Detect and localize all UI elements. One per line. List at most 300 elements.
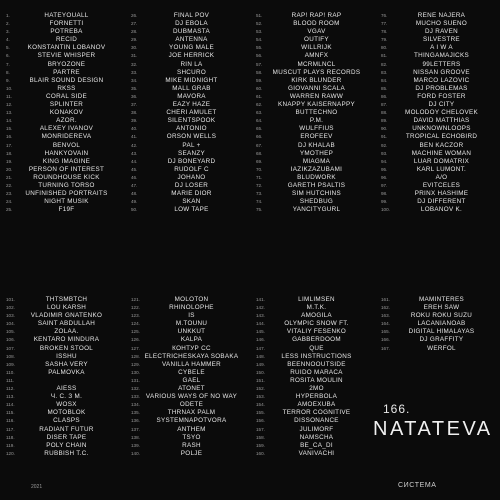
item-name: DIGITAL HIMALAYAS [408, 328, 475, 336]
list-item [375, 125, 500, 133]
item-number: 40. [131, 126, 138, 132]
footer-year: 2021 [31, 484, 43, 490]
list-item [250, 166, 375, 174]
item-name: DISSONANCE [294, 417, 339, 425]
item-name: KENTARO MINDURA [33, 336, 100, 344]
item-name: BLOOD ROOM [293, 20, 340, 28]
item-name: P.M. [309, 117, 324, 125]
item-name: DJ KHALAB [298, 141, 335, 149]
list-item [375, 312, 500, 320]
item-number: 18. [6, 150, 13, 156]
item-number: 20. [6, 166, 13, 172]
item-number: 75. [256, 207, 263, 213]
item-name: TERROR COGNITIVE [282, 409, 351, 417]
list-item [375, 93, 500, 101]
item-number: 164. [381, 321, 390, 327]
item-name: RUBBISH T.C. [44, 449, 89, 457]
item-name: RECID [55, 36, 78, 44]
item-name: LACANIANOAB [417, 320, 466, 328]
item-number: 103. [6, 313, 15, 319]
item-number: 41. [131, 134, 138, 140]
item-name: IS [188, 312, 195, 320]
item-name: VARIOUS WAYS OF NO WAY [145, 393, 238, 401]
list-item [250, 320, 375, 328]
list-item [125, 426, 250, 434]
list-item [125, 182, 250, 190]
item-name: CLASPS [53, 417, 80, 425]
list-item [375, 36, 500, 44]
list-item [125, 12, 250, 20]
list-item [375, 44, 500, 52]
item-name: AZOR. [56, 117, 77, 125]
list-item [0, 206, 125, 214]
item-name: ZOLAA. [54, 328, 79, 336]
item-number: 8. [6, 69, 10, 75]
item-number: 161. [381, 297, 390, 302]
list-item [375, 28, 500, 36]
list-item [250, 312, 375, 320]
artist-column [125, 12, 250, 214]
item-name: ALEXEY IVANOV [39, 125, 94, 133]
list-item [0, 417, 125, 425]
list-item [0, 442, 125, 450]
list-item [125, 93, 250, 101]
list-item [125, 328, 250, 336]
item-number: 110. [6, 369, 15, 375]
list-item [125, 69, 250, 77]
item-name: DJ LOSER [174, 181, 209, 189]
item-number: 57. [256, 61, 263, 67]
item-number: 167. [381, 345, 390, 351]
item-name: POLY CHAIN [46, 441, 87, 449]
item-number: 87. [381, 102, 388, 108]
item-number: 122. [131, 305, 140, 311]
item-name: VITALIY FESENKO [286, 328, 347, 336]
item-number: 65. [256, 126, 263, 132]
item-number: 127. [131, 345, 140, 351]
item-number: 68. [256, 150, 263, 156]
item-name: RUIDO MARACA [290, 368, 343, 376]
item-number: 120. [6, 450, 15, 456]
item-number: 162. [381, 305, 390, 311]
item-number: 43. [131, 150, 138, 156]
list-item [0, 85, 125, 93]
item-name: RIN LA [180, 60, 203, 68]
item-number: 86. [381, 93, 388, 99]
item-number: 158. [256, 434, 265, 440]
item-name: VGAV [307, 28, 326, 36]
item-number: 69. [256, 158, 263, 164]
item-name: AIESS [56, 385, 77, 393]
item-name: MALL GRAB [172, 84, 211, 92]
item-number: 47. [131, 182, 138, 188]
item-name: KING IMAGINE [42, 157, 91, 165]
item-number: 31. [131, 53, 138, 59]
list-item [125, 117, 250, 125]
item-name: BE_CA_DI [300, 441, 333, 449]
item-number: 50. [131, 207, 138, 213]
item-number: 70. [256, 166, 263, 172]
list-item [250, 353, 375, 361]
item-name: POTREBA [50, 28, 83, 36]
list-item [125, 377, 250, 385]
item-number: 96. [381, 174, 388, 180]
item-number: 134. [131, 402, 140, 408]
item-number: 60. [256, 85, 263, 91]
item-name: BENVOL [52, 141, 81, 149]
list-item [250, 182, 375, 190]
item-number: 125. [131, 329, 140, 335]
list-item [125, 125, 250, 133]
list-item [375, 296, 500, 304]
list-item [250, 401, 375, 409]
list-item [125, 345, 250, 353]
item-number: 80. [381, 45, 388, 51]
item-name: ANTENNA [175, 36, 208, 44]
item-number: 7. [6, 61, 10, 67]
list-item [125, 190, 250, 198]
list-item [250, 150, 375, 158]
list-item [125, 142, 250, 150]
item-name: SPLINTER [49, 101, 84, 109]
list-item [0, 401, 125, 409]
list-item [250, 198, 375, 206]
list-item [375, 190, 500, 198]
list-item [375, 12, 500, 20]
item-number: 141. [256, 297, 265, 302]
item-name: MONRIDEREVA [41, 133, 92, 141]
item-number: 157. [256, 426, 265, 432]
item-number: 123. [131, 313, 140, 319]
list-item [0, 198, 125, 206]
list-item [375, 345, 500, 353]
item-number: 63. [256, 110, 263, 116]
item-number: 5. [6, 45, 10, 51]
item-name: TROPICAL ECHOBIRD [405, 133, 478, 141]
item-name: DJ CITY [428, 101, 455, 109]
item-name: SILVESTRE [423, 36, 460, 44]
item-number: 82. [381, 61, 388, 67]
item-number: 109. [6, 361, 15, 367]
artist-column [0, 12, 125, 214]
item-name: DJ EBOLA [175, 20, 208, 28]
list-item [125, 434, 250, 442]
list-item [250, 117, 375, 125]
item-number: 113. [6, 394, 15, 400]
item-name: AMOÉXUBA [297, 401, 336, 409]
item-name: QUE [309, 344, 324, 352]
item-name: M.TOUNU [175, 320, 208, 328]
item-name: KARL LUMONT. [416, 165, 467, 173]
item-number: 160. [256, 450, 265, 456]
item-number: 83. [381, 69, 388, 75]
item-number: 9. [6, 77, 10, 83]
item-number: 76. [381, 13, 388, 18]
list-item [375, 85, 500, 93]
item-name: PAL + [182, 141, 201, 149]
item-name: MARIE DIOR [171, 190, 212, 198]
list-item [125, 174, 250, 182]
item-name: KALPA [180, 336, 203, 344]
list-item [250, 158, 375, 166]
list-item [250, 109, 375, 117]
item-number: 102. [6, 305, 15, 311]
item-name: TURNING TORSO [38, 181, 95, 189]
item-name: FORD FOSTER [417, 92, 466, 100]
item-name: JOE HERRICK [168, 52, 215, 60]
item-number: 16. [6, 134, 13, 140]
artist-column [125, 296, 250, 458]
item-name: M.T.K. [306, 304, 327, 312]
item-name: MACHINE WOMAN [411, 149, 472, 157]
list-item [125, 336, 250, 344]
item-name: WILLRIJK [301, 44, 332, 52]
item-name: GIOVANNI SCALA [288, 84, 345, 92]
item-number: 90. [381, 126, 388, 132]
item-name: RADIANT FUTUR [39, 425, 94, 433]
item-number: 121. [131, 297, 140, 302]
list-item [250, 36, 375, 44]
item-name: JOHANO [177, 173, 206, 181]
item-name: MAVORA [177, 92, 206, 100]
item-name: A I W A [430, 44, 453, 52]
item-number: 72. [256, 182, 263, 188]
list-item [375, 198, 500, 206]
list-item [0, 36, 125, 44]
list-item [250, 409, 375, 417]
item-number: 104. [6, 321, 15, 327]
item-name: BEN KACZOR [419, 141, 464, 149]
item-number: 12. [6, 102, 13, 108]
list-item [250, 20, 375, 28]
item-name: SASHA VERY [45, 360, 88, 368]
item-name: BLAIR SOUND DESIGN [29, 76, 104, 84]
item-name: MUSCUT PLAYS RECORDS [272, 68, 361, 76]
item-number: 1. [6, 13, 10, 18]
item-number: 107. [6, 345, 15, 351]
item-name: GARETH PSALTIS [287, 181, 346, 189]
list-item [0, 353, 125, 361]
list-item [125, 52, 250, 60]
item-number: 133. [131, 394, 140, 400]
list-item [0, 345, 125, 353]
item-name: ANTHEM [177, 425, 206, 433]
item-name: ROKU ROKU SUZU [410, 312, 473, 320]
list-item [125, 296, 250, 304]
item-name: THRNAX PALM [167, 409, 216, 417]
list-item [125, 158, 250, 166]
list-item [250, 296, 375, 304]
item-name: EAZY HAZE [172, 101, 211, 109]
item-number: 32. [131, 61, 138, 67]
list-item [0, 93, 125, 101]
item-name: EROFEEV [300, 133, 333, 141]
item-name: LUAR DOMATRIX [413, 157, 470, 165]
item-name: ROSITA MOULIN [290, 376, 343, 384]
list-item [125, 61, 250, 69]
item-number: 97. [381, 182, 388, 188]
item-number: 139. [131, 442, 140, 448]
item-name: NIGHT MUSIK [44, 198, 89, 206]
artist-column [250, 296, 375, 458]
item-name: UNKKUT [177, 328, 206, 336]
list-item [250, 393, 375, 401]
item-name: THTSMBTCH [45, 296, 88, 303]
item-name: AMOGILA [301, 312, 332, 320]
item-name: EVITCELES [422, 181, 461, 189]
item-number: 46. [131, 174, 138, 180]
list-item [375, 182, 500, 190]
item-number: 22. [6, 182, 13, 188]
list-item [0, 61, 125, 69]
list-item [250, 385, 375, 393]
list-item [250, 304, 375, 312]
item-name: A/O [435, 173, 448, 181]
item-number: 159. [256, 442, 265, 448]
item-number: 118. [6, 434, 15, 440]
item-number: 106. [6, 337, 15, 343]
item-name: BEENNOOUTSIDE [287, 360, 346, 368]
item-name: RUDOLF C [174, 165, 209, 173]
item-number: 71. [256, 174, 263, 180]
list-item [125, 109, 250, 117]
item-number: 126. [131, 337, 140, 343]
list-item [0, 44, 125, 52]
item-number: 112. [6, 386, 15, 392]
list-item [250, 61, 375, 69]
item-number: 145. [256, 329, 265, 335]
list-item [125, 442, 250, 450]
item-name: LOW TAPE [174, 206, 209, 214]
item-name: LOU KARSH [46, 304, 87, 312]
item-number: 146. [256, 337, 265, 343]
item-name: LOBANOV K. [420, 206, 463, 214]
item-number: 105. [6, 329, 15, 335]
item-name: MARCO LAZOVIC [413, 76, 470, 84]
item-name: SAINT ABDULLAH [37, 320, 96, 328]
item-number: 58. [256, 69, 263, 75]
item-name: CYBELE [178, 368, 205, 376]
list-item [0, 174, 125, 182]
item-number: 23. [6, 191, 13, 197]
item-name: VANILLA HAMMER [161, 360, 222, 368]
list-item [0, 385, 125, 393]
item-number: 117. [6, 426, 15, 432]
item-name: VANIVACHI [298, 449, 335, 457]
item-name: HATEYOUALL [44, 12, 89, 19]
list-item [125, 401, 250, 409]
list-item [0, 117, 125, 125]
list-item [250, 369, 375, 377]
list-item [0, 190, 125, 198]
item-name: Ч. С. З М. [50, 393, 83, 401]
item-number: 73. [256, 191, 263, 197]
item-name: MIKE MIDNIGHT [165, 76, 218, 84]
list-item [0, 361, 125, 369]
item-number: 101. [6, 297, 15, 302]
list-item [250, 101, 375, 109]
item-name: NAMSCHA [299, 433, 334, 441]
item-name: RAP! RAP! RAP [291, 12, 342, 19]
item-number: 128. [131, 353, 140, 359]
item-number: 34. [131, 77, 138, 83]
item-name: PALMOVKA [48, 368, 85, 376]
list-item [0, 133, 125, 141]
list-item [375, 117, 500, 125]
list-item [375, 206, 500, 214]
item-name: КОНТУР СС [172, 344, 211, 352]
item-name: UNFINISHED PORTRAITS [25, 190, 108, 198]
list-item [375, 142, 500, 150]
item-name: DUBMASTA [173, 28, 210, 36]
item-number: 45. [131, 166, 138, 172]
item-number: 153. [256, 394, 265, 400]
item-number: 140. [131, 450, 140, 456]
item-name: ISSHU [56, 352, 77, 360]
list-item [375, 320, 500, 328]
item-name: DISER TAPE [46, 433, 87, 441]
artist-column [375, 296, 500, 353]
list-item [375, 336, 500, 344]
list-item [250, 434, 375, 442]
item-name: SIM HUTCHINS [291, 190, 342, 198]
list-item [125, 312, 250, 320]
item-name: MCRMLNCL [297, 60, 336, 68]
item-number: 33. [131, 69, 138, 75]
item-number: 19. [6, 158, 13, 164]
item-number: 91. [381, 134, 388, 140]
item-number: 62. [256, 102, 263, 108]
list-item [125, 150, 250, 158]
item-number: 99. [381, 199, 388, 205]
item-name: SHEDBUG [299, 198, 334, 206]
item-name: DJ PROBLEMAS [415, 84, 468, 92]
list-item [0, 12, 125, 20]
item-number: 156. [256, 418, 265, 424]
list-item [250, 174, 375, 182]
item-number: 3. [6, 29, 10, 35]
item-number: 30. [131, 45, 138, 51]
item-number: 51. [256, 13, 263, 18]
list-item [125, 385, 250, 393]
item-name: BRYOZONE [47, 60, 86, 68]
item-name: PARTRE [53, 68, 80, 76]
item-number: 85. [381, 85, 388, 91]
item-number: 150. [256, 369, 265, 375]
list-item [0, 393, 125, 401]
list-item [375, 52, 500, 60]
item-name: GABBERDOOM [292, 336, 341, 344]
list-item [125, 206, 250, 214]
item-number: 14. [6, 118, 13, 124]
item-number: 2. [6, 21, 10, 27]
item-number: 148. [256, 353, 265, 359]
item-name: 2MO [309, 385, 324, 393]
list-item [375, 61, 500, 69]
item-name: 99LETTERS [422, 60, 461, 68]
item-name: ANTONIO [176, 125, 207, 133]
list-item [250, 361, 375, 369]
item-number: 53. [256, 29, 263, 35]
item-name: SYSTEMNAPOTVORA [156, 417, 227, 425]
item-number: 92. [381, 142, 388, 148]
list-item [375, 109, 500, 117]
list-item [125, 361, 250, 369]
list-item [375, 69, 500, 77]
item-number: 37. [131, 102, 138, 108]
list-item [125, 166, 250, 174]
item-name: HYPERBOLA [295, 393, 338, 401]
